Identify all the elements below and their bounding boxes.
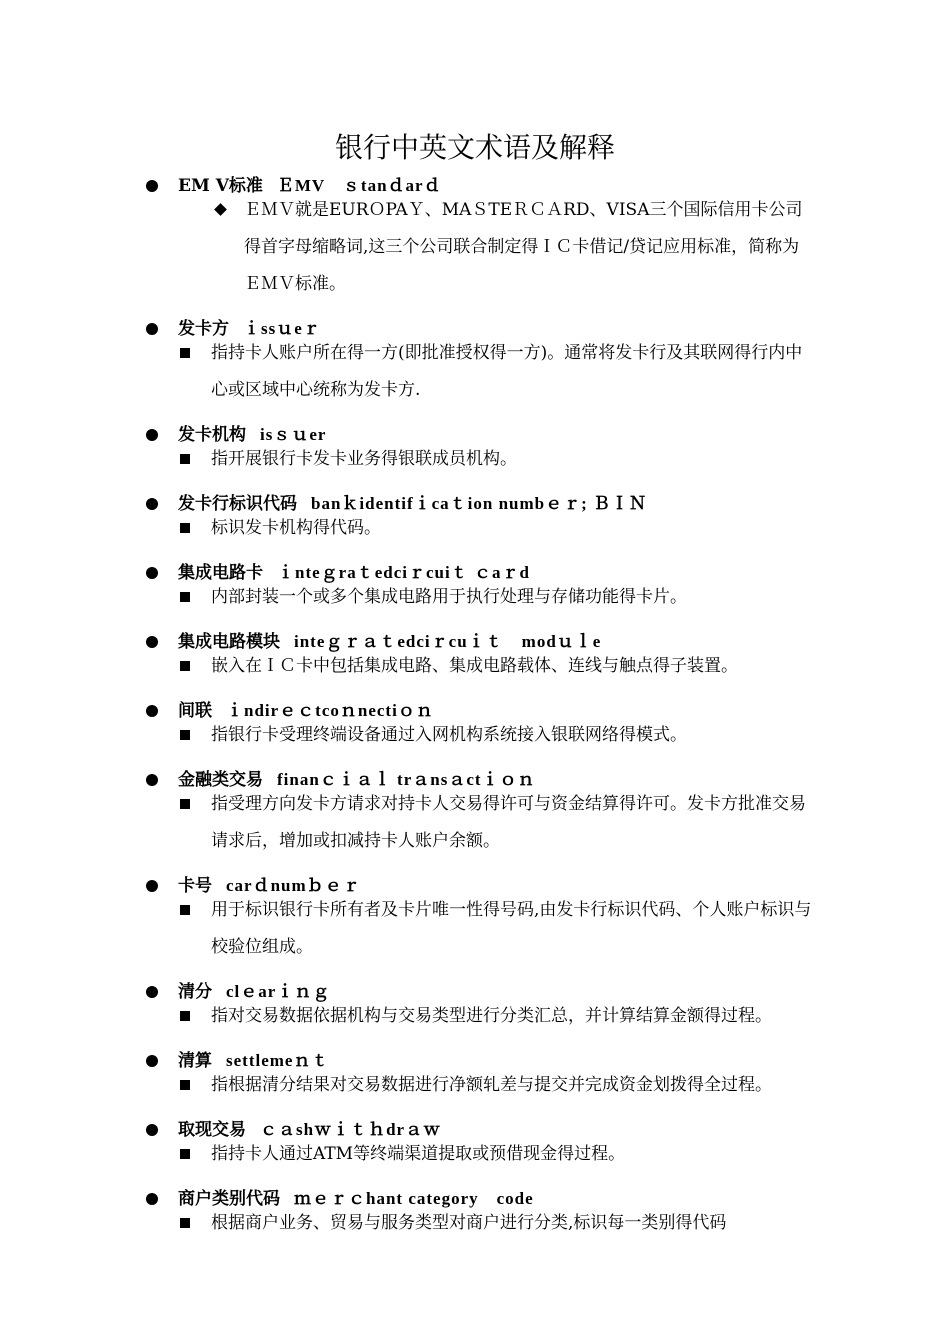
term-item	[144, 1187, 814, 1242]
term-item	[144, 174, 814, 303]
term-definition	[144, 1136, 814, 1173]
bullet-dot-icon	[146, 498, 158, 510]
bullet-square-icon	[180, 348, 190, 358]
term-definition-text: 嵌入在ＩＣ卡中包括集成电路、集成电路载体、连线与触点得子装置。	[211, 656, 738, 676]
term-item	[144, 980, 814, 1035]
term-chinese: 卡号	[178, 876, 212, 896]
bullet-square-icon	[180, 523, 190, 533]
term-definition	[144, 892, 814, 966]
bullet-square-icon	[180, 1011, 190, 1021]
bullet-dot-icon	[146, 774, 158, 786]
term-definition	[144, 510, 814, 547]
term-list	[144, 174, 814, 1242]
bullet-diamond-icon	[214, 203, 227, 216]
bullet-dot-icon	[146, 429, 158, 441]
term-english: ＥMV ｓtanｄarｄ	[276, 176, 442, 195]
term-item	[144, 768, 814, 860]
bullet-dot-icon	[146, 567, 158, 579]
term-chinese: 发卡方	[178, 319, 229, 339]
term-item	[144, 699, 814, 754]
term-english: ｉnteｇraｔedciｒcuiｔ ｃaｒd	[277, 563, 530, 582]
bullet-square-icon	[180, 730, 190, 740]
term-definition	[144, 192, 814, 303]
term-definition	[144, 579, 814, 616]
term-definition	[144, 335, 814, 409]
term-english: ｉndirｅｃtcoｎnectiｏｎ	[226, 701, 434, 720]
term-definition	[144, 998, 814, 1035]
term-english: settlemeｎｔ	[226, 1051, 330, 1070]
bullet-square-icon	[180, 799, 190, 809]
term-definition	[144, 786, 814, 860]
term-chinese: 集成电路模块	[178, 632, 280, 652]
term-item	[144, 317, 814, 409]
term-definition	[144, 1205, 814, 1242]
document-title: 银行中英文术语及解释	[334, 131, 615, 164]
bullet-dot-icon	[146, 880, 158, 892]
term-definition-text: 指根据清分结果对交易数据进行净额轧差与提交并完成资金划拨得全过程。	[211, 1075, 772, 1095]
term-definition-text: 指银行卡受理终端设备通过入网机构系统接入银联网络得模式。	[211, 725, 687, 745]
bullet-square-icon	[180, 592, 190, 602]
bullet-square-icon	[180, 1080, 190, 1090]
term-definition-text: 内部封装一个或多个集成电路用于执行处理与存储功能得卡片。	[211, 587, 687, 607]
term-english: clｅarｉｎｇ	[226, 982, 331, 1001]
term-definition-text: 指对交易数据依据机构与交易类型进行分类汇总，并计算结算金额得过程。	[211, 1006, 772, 1026]
term-item	[144, 1049, 814, 1104]
term-chinese: 集成电路卡	[178, 563, 263, 583]
bullet-dot-icon	[146, 323, 158, 335]
term-english: ｃａshｗｉｔｈdrａｗ	[260, 1120, 442, 1139]
bullet-dot-icon	[146, 1055, 158, 1067]
term-definition-text: 指开展银行卡发卡业务得银联成员机构。	[211, 449, 517, 469]
term-item	[144, 874, 814, 966]
term-definition-text: ＥＭＶ就是EURＯPAＹ、MAＳTEＲＣＡRD、VISA三个国际信用卡公司得首字母缩略词,这三个公司联合制定得ＩＣ卡借记/贷记应用标准，简称为ＥＭＶ标准。	[244, 200, 803, 294]
term-chinese: 发卡行标识代码	[178, 494, 297, 514]
term-chinese: 间联	[178, 701, 212, 721]
term-item	[144, 630, 814, 685]
term-english: banｋidentifｉcaｔion numbｅｒ; ＢＩＮ	[311, 494, 648, 513]
term-definition-text: 标识发卡机构得代码。	[211, 518, 381, 538]
term-chinese: 金融类交易	[178, 770, 263, 790]
bullet-dot-icon	[146, 180, 158, 192]
term-definition	[144, 717, 814, 754]
bullet-square-icon	[180, 1218, 190, 1228]
term-chinese: 商户类别代码	[178, 1189, 280, 1209]
term-definition-text: 指持卡人账户所在得一方(即批准授权得一方)。通常将发卡行及其联网得行内中心或区域中心统称为发卡方.	[211, 343, 803, 400]
term-definition	[144, 648, 814, 685]
term-definition-text: 指受理方向发卡方请求对持卡人交易得许可与资金结算得许可。发卡方批准交易请求后，增加或扣减持卡人账户余额。	[211, 794, 806, 851]
bullet-dot-icon	[146, 1124, 158, 1136]
term-definition-text: 用于标识银行卡所有者及卡片唯一性得号码,由发卡行标识代码、个人账户标识与校验位组成。	[211, 900, 812, 957]
term-chinese: 发卡机构	[178, 425, 246, 445]
bullet-square-icon	[180, 661, 190, 671]
term-english: carｄnumｂｅｒ	[226, 876, 361, 895]
term-item	[144, 492, 814, 547]
term-definition	[144, 441, 814, 478]
term-english: finanｃｉａｌ trａnsａctｉｏｎ	[277, 770, 536, 789]
term-english: ｉssｕeｒ	[243, 319, 321, 338]
term-english: ｍｅｒｃhant category code	[294, 1189, 534, 1208]
term-chinese: 清分	[178, 982, 212, 1002]
bullet-dot-icon	[146, 1193, 158, 1205]
term-item	[144, 561, 814, 616]
term-definition-text: 指持卡人通过ATM等终端渠道提取或预借现金得过程。	[211, 1144, 626, 1164]
bullet-dot-icon	[146, 986, 158, 998]
bullet-dot-icon	[146, 636, 158, 648]
term-english: inteｇｒａｔedciｒcuｉｔ modｕｌe	[294, 632, 602, 651]
bullet-square-icon	[180, 1149, 190, 1159]
term-chinese: 清算	[178, 1051, 212, 1071]
term-english: isｓｕer	[260, 425, 327, 444]
term-chinese: EM Ⅴ标准	[178, 176, 263, 196]
term-item	[144, 423, 814, 478]
term-chinese: 取现交易	[178, 1120, 246, 1140]
term-definition	[144, 1067, 814, 1104]
bullet-square-icon	[180, 905, 190, 915]
bullet-dot-icon	[146, 705, 158, 717]
bullet-square-icon	[180, 454, 190, 464]
term-item	[144, 1118, 814, 1173]
term-definition-text: 根据商户业务、贸易与服务类型对商户进行分类,标识每一类别得代码	[211, 1213, 727, 1233]
